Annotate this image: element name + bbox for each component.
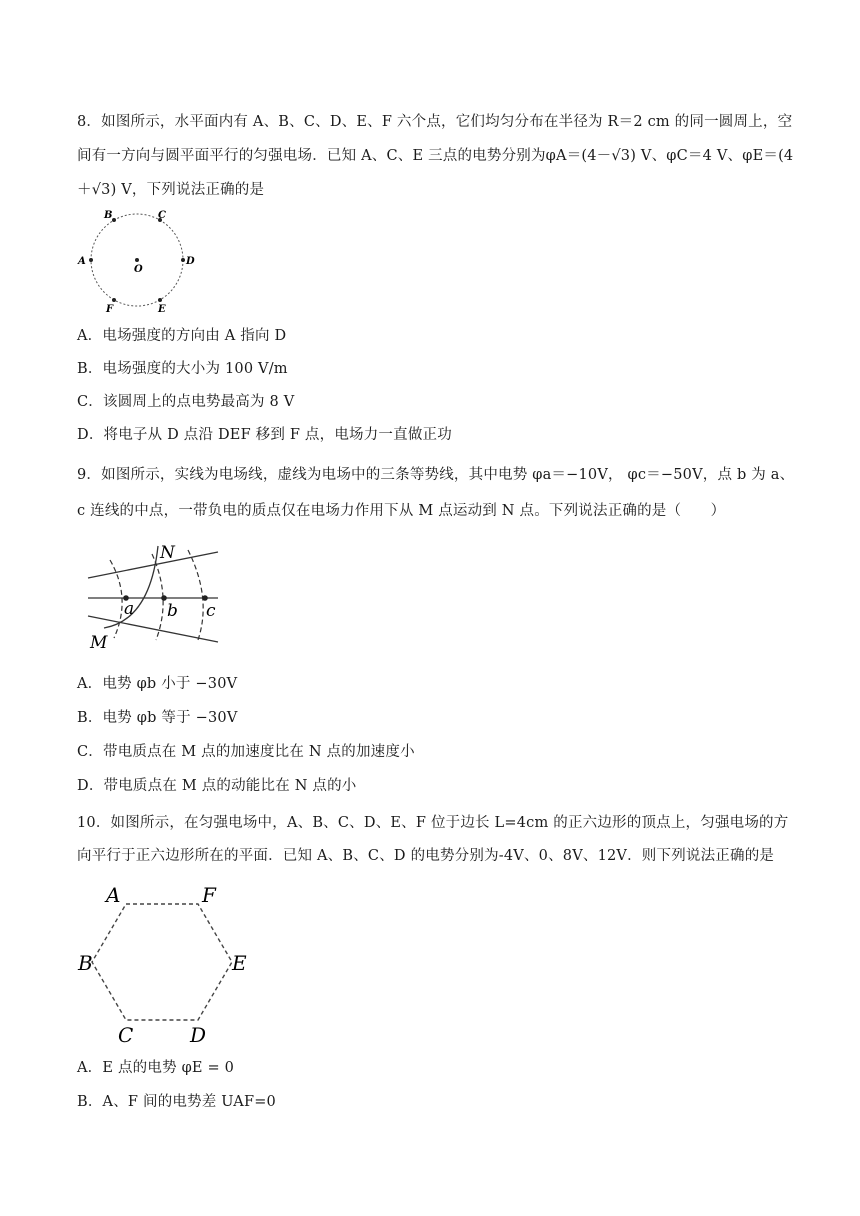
q8-label-f: F — [106, 304, 114, 315]
q8-text-line-3: ＋√3) V，下列说法正确的是 — [77, 182, 265, 198]
q8-label-a: A — [78, 256, 86, 267]
q10-option-a: A．E 点的电势 φE = 0 — [77, 1060, 235, 1076]
q8-option-a: A．电场强度的方向由 A 指向 D — [77, 328, 287, 344]
q9-label-c: c — [206, 601, 216, 621]
q9-equipotential-c — [188, 550, 203, 640]
q9-field-figure — [84, 540, 224, 652]
q10-label-e: E — [232, 951, 247, 975]
q9-option-c: C．带电质点在 M 点的加速度比在 N 点的加速度小 — [77, 744, 415, 760]
q8-text-line-2: 间有一方向与圆平面平行的匀强电场．已知 A、C、E 三点的电势分别为φA＝(4－√3) V、φC＝4 V、φE＝(4 — [77, 148, 794, 164]
q9-text-line-2: c 连线的中点，一带负电的质点仅在电场力作用下从 M 点运动到 N 点。下列说法正确的是（ ） — [77, 503, 726, 519]
q10-text-line-2: 向平行于正六边形所在的平面．已知 A、B、C、D 的电势分别为-4V、0、8V、12V．则下列说法正确的是 — [77, 848, 775, 864]
q10-label-b: B — [78, 951, 93, 975]
q8-option-b: B．电场强度的大小为 100 V/m — [77, 361, 288, 377]
q8-label-e: E — [158, 304, 166, 315]
q10-hexagon — [92, 904, 232, 1020]
q8-label-c: C — [158, 210, 166, 221]
q8-label-o: O — [134, 264, 143, 275]
q8-option-c: C．该圆周上的点电势最高为 8 V — [77, 394, 295, 410]
q10-hexagon-figure — [76, 882, 256, 1052]
q8-label-b: B — [104, 210, 113, 221]
q10-label-d: D — [190, 1023, 207, 1047]
q9-label-a: a — [124, 599, 135, 619]
q10-option-b: B．A、F 间的电势差 UAF=0 — [77, 1094, 276, 1110]
q8-circle-figure — [76, 206, 206, 318]
q9-text-line-1: 9．如图所示，实线为电场线，虚线为电场中的三条等势线，其中电势 φa＝−10V， φc＝−50V，点 b 为 a、 — [77, 467, 795, 483]
q9-label-b: b — [167, 601, 178, 621]
q8-text-line-1: 8．如图所示，水平面内有 A、B、C、D、E、F 六个点，它们均匀分布在半径为 R＝2 cm 的同一圆周上，空 — [77, 114, 793, 130]
q10-text-line-1: 10．如图所示，在匀强电场中，A、B、C、D、E、F 位于边长 L=4cm 的正六边形的顶点上，匀强电场的方 — [77, 815, 789, 831]
q9-label-n: N — [160, 543, 175, 563]
q10-label-f: F — [202, 883, 216, 907]
q9-option-d: D．带电质点在 M 点的动能比在 N 点的小 — [77, 778, 357, 794]
q9-label-m: M — [90, 633, 108, 652]
q8-option-d: D．将电子从 D 点沿 DEF 移到 F 点，电场力一直做正功 — [77, 427, 452, 443]
q9-option-b: B．电势 φb 等于 −30V — [77, 710, 238, 726]
q8-label-d: D — [186, 256, 195, 267]
q10-label-c: C — [118, 1023, 134, 1047]
q10-label-a: A — [106, 883, 121, 907]
q9-option-a: A．电势 φb 小于 −30V — [77, 676, 238, 692]
